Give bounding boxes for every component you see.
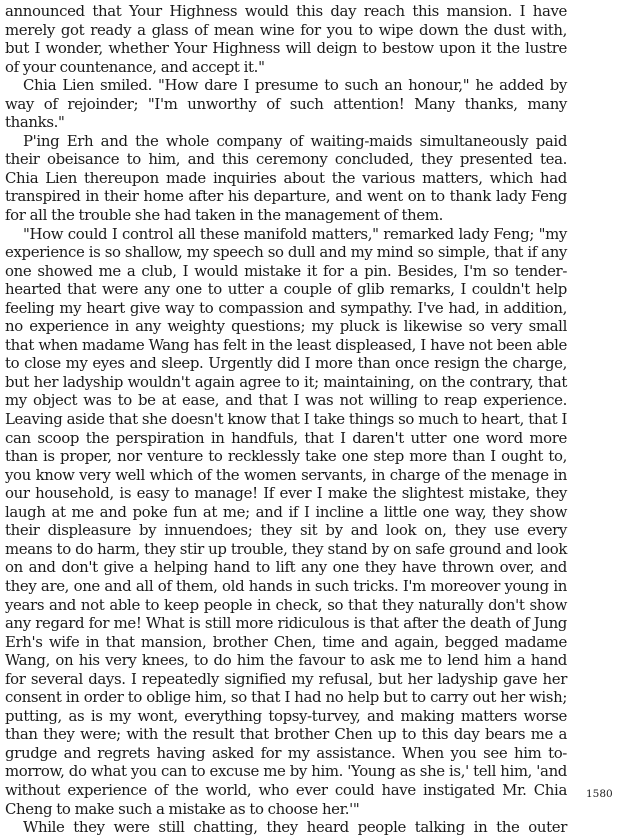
paragraph: "How could I control all these manifold matters," remarked lady Feng; "my experience is so shallow, my speech so dull and my mind so simple, that if any one showed me a club, I would mistake it for a pin. Besides, I'm so tender-hearted that were any one to utter a couple of glib remarks, I couldn't help feeling my heart give way to compassion and sympathy. I've had, in addition, no experience in any weighty questions; my pluck is likewise so very small that when madame Wang has felt in the least displeased, I have not been able to close my eyes and sleep. Urgently did I more than once resign the charge, but her ladyship wouldn't again agree to it; maintaining, on the contrary, that my object was to be at ease, and that I was not willing to reap experience. Leaving aside that she doesn't know that I take things so much to heart, that I can scoop the perspiration in handfuls, that I daren't utter one word more than is proper, nor venture to recklessly take one step more than I ought to, you know very well which of the women servants, in charge of the menage in our household, is easy to manage! If ever I make the slightest mistake, they laugh at me and poke fun at me; and if I incline a little one way, they show their displeasure by innuendoes; they sit by and look on, they use every means to do harm, they stir up trouble, they stand by on safe ground and look on and don't give a helping hand to lift any one they have thrown over, and they are, one and all of them, old hands in such tricks. I'm moreover young in years and not able to keep people in check, so that they naturally don't show any regard for me! What is still more ridiculous is that after the death of Jung Erh's wife in that mansion, brother Chen, time and again, begged madame Wang, on his very knees, to do him the favour to ask me to lend him a hand for several days. I repeatedly signified my refusal, but her ladyship gave her consent in order to oblige him, so that I had no help but to carry out her wish; putting, as is my wont, everything topsy-turvey, and making matters worse than they were; with the result that brother Chen up to this day bears me a grudge and regrets having asked for my assistance. When you see him to-morrow, do what you can to excuse me by him. 'Young as she is,' tell him, 'and without experience of the world, who ever could have instigated Mr. Chia Cheng to make such a mistake as to choose her.'" <box>5 224 567 818</box>
paragraph-continued: announced that Your Highness would this day reach this mansion. I have merely got ready a glass of mean wine for you to wipe down the dust with, but I wonder, whether Your Highness will deign to bestow upon it the lustre of your countenance, and accept it." <box>5 2 567 76</box>
paragraph: P'ing Erh and the whole company of waiting-maids simultaneously paid their obeisance to him, and this ceremony concluded, they presented tea. Chia Lien thereupon made inquiries about the various matters, which had transpired in their home after his departure, and went on to thank lady Feng for all the trouble she had taken in the management of them. <box>5 131 567 225</box>
document-page <box>5 2 567 837</box>
page-number: 1580 <box>586 788 613 800</box>
paragraph-final-line: While they were still chatting, they heard people talking in the outer <box>23 818 567 837</box>
paragraph: Chia Lien smiled. "How dare I presume to such an honour," he added by way of rejoinder; "I'm unworthy of such attention! Many thanks, many thanks." <box>5 76 567 132</box>
